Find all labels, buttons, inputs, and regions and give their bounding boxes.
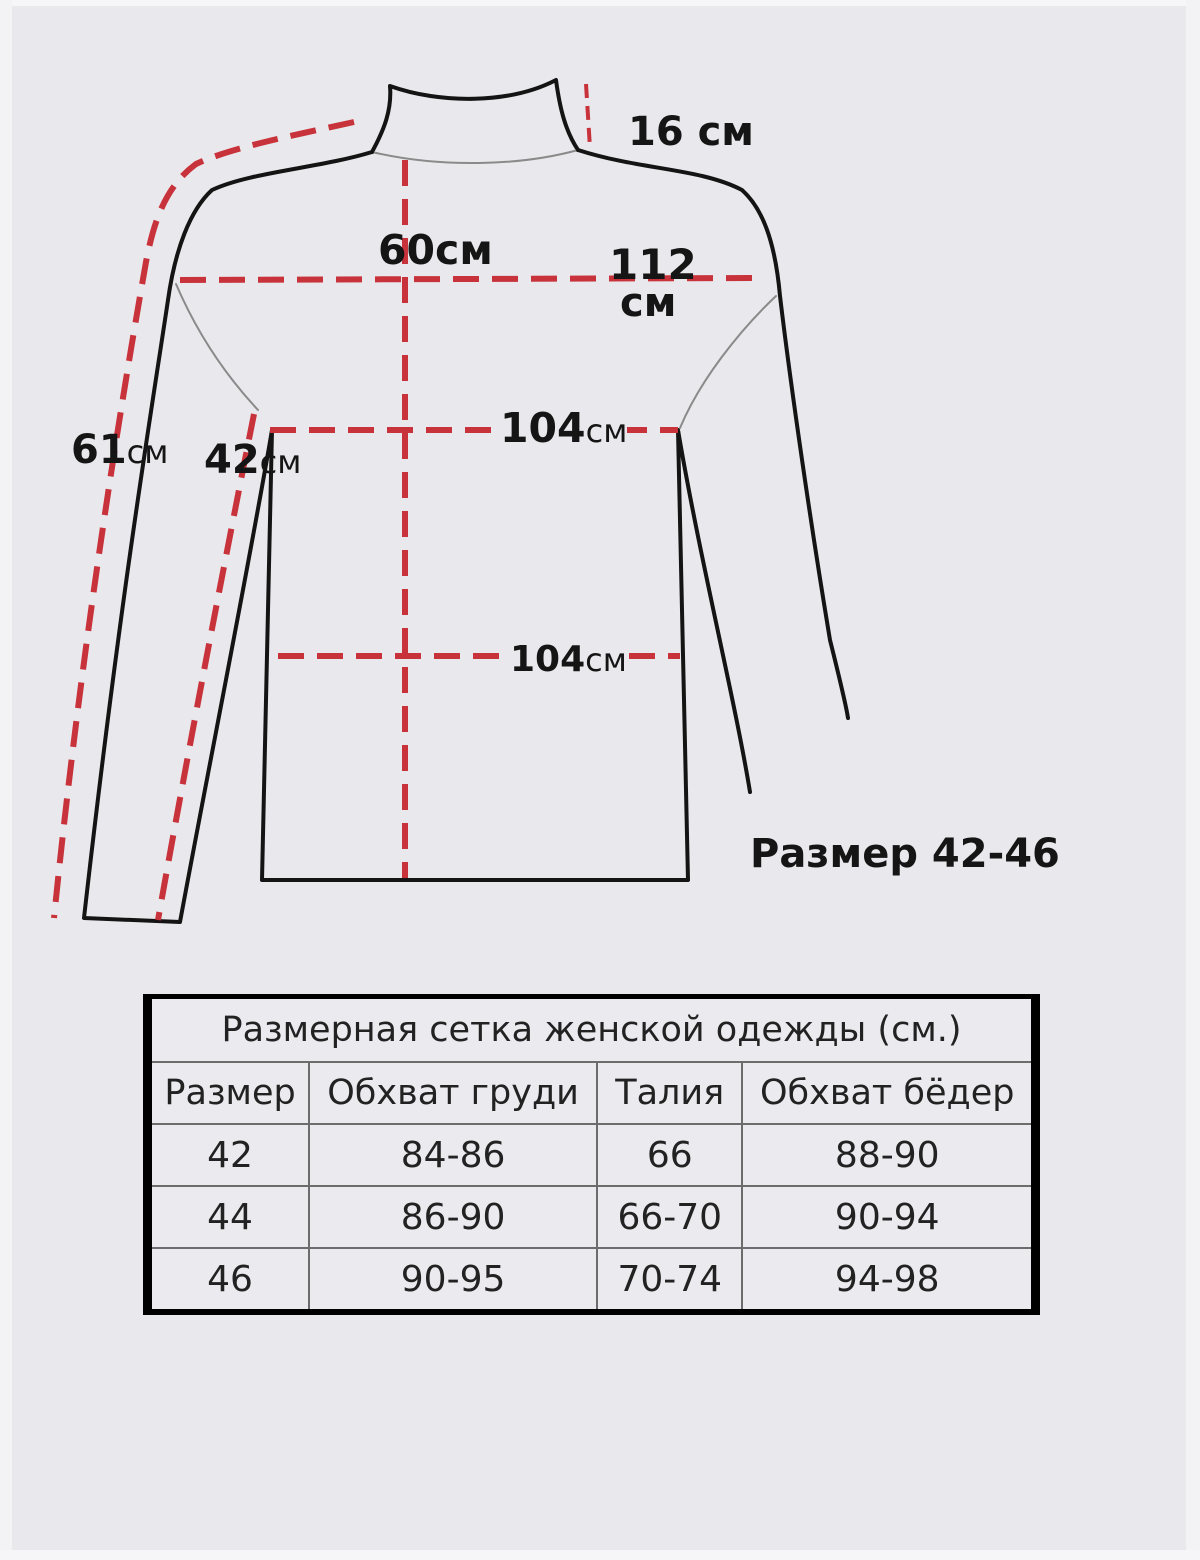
table-cell: 90-95 [309, 1248, 597, 1312]
hem-width-value: 104 [510, 639, 586, 680]
waist-width-label [500, 404, 628, 452]
collar-height-label: 16 см [628, 109, 754, 155]
hem-width-label [510, 639, 627, 680]
table-cell: 94-98 [742, 1248, 1035, 1312]
sleeve-inner-label [204, 437, 302, 483]
table-row [148, 1186, 1036, 1248]
sweater-outline [84, 80, 848, 922]
header-chest: Обхват груди [309, 1062, 597, 1124]
table-cell: 86-90 [309, 1186, 597, 1248]
waist-width-unit: см [585, 412, 628, 450]
sleeve-inner-value: 42 [204, 437, 260, 483]
table-cell: 42 [148, 1124, 310, 1186]
table-header-row [148, 1062, 1036, 1124]
table-row [148, 1248, 1036, 1312]
header-hips: Обхват бёдер [742, 1062, 1035, 1124]
table-cell: 66 [597, 1124, 742, 1186]
table-cell: 66-70 [597, 1186, 742, 1248]
sleeve-inner-dash [158, 414, 254, 920]
table-cell: 46 [148, 1248, 310, 1312]
table-cell: 90-94 [742, 1186, 1035, 1248]
table-title: Размерная сетка женской одежды (см.) [148, 997, 1036, 1063]
hem-width-unit: см [585, 641, 627, 679]
table-title-row [148, 997, 1036, 1063]
waist-width-value: 104 [500, 404, 586, 452]
table-cell: 44 [148, 1186, 310, 1248]
sleeve-outer-value: 61 [71, 427, 127, 473]
table-row [148, 1124, 1036, 1186]
collar-outline [372, 80, 578, 152]
header-size: Размер [148, 1062, 310, 1124]
header-waist: Талия [597, 1062, 742, 1124]
sleeve-inner-unit: см [259, 443, 302, 481]
left-armhole-seam [176, 284, 258, 410]
sleeve-outer-unit: см [126, 433, 169, 471]
table-cell: 84-86 [309, 1124, 597, 1186]
chest-width-unit: см [620, 280, 677, 326]
collar-height-dash [586, 84, 590, 148]
table-cell: 88-90 [742, 1124, 1035, 1186]
size-range-label: Размер 42-46 [750, 831, 1060, 877]
sleeve-outer-label [71, 427, 169, 473]
measurement-lines [54, 84, 752, 920]
chest-width-value: 112 [609, 240, 697, 289]
right-armhole-seam [680, 296, 776, 428]
table-cell: 70-74 [597, 1248, 742, 1312]
size-chart-table [143, 994, 1040, 1315]
body-length-label: 60см [378, 226, 493, 274]
